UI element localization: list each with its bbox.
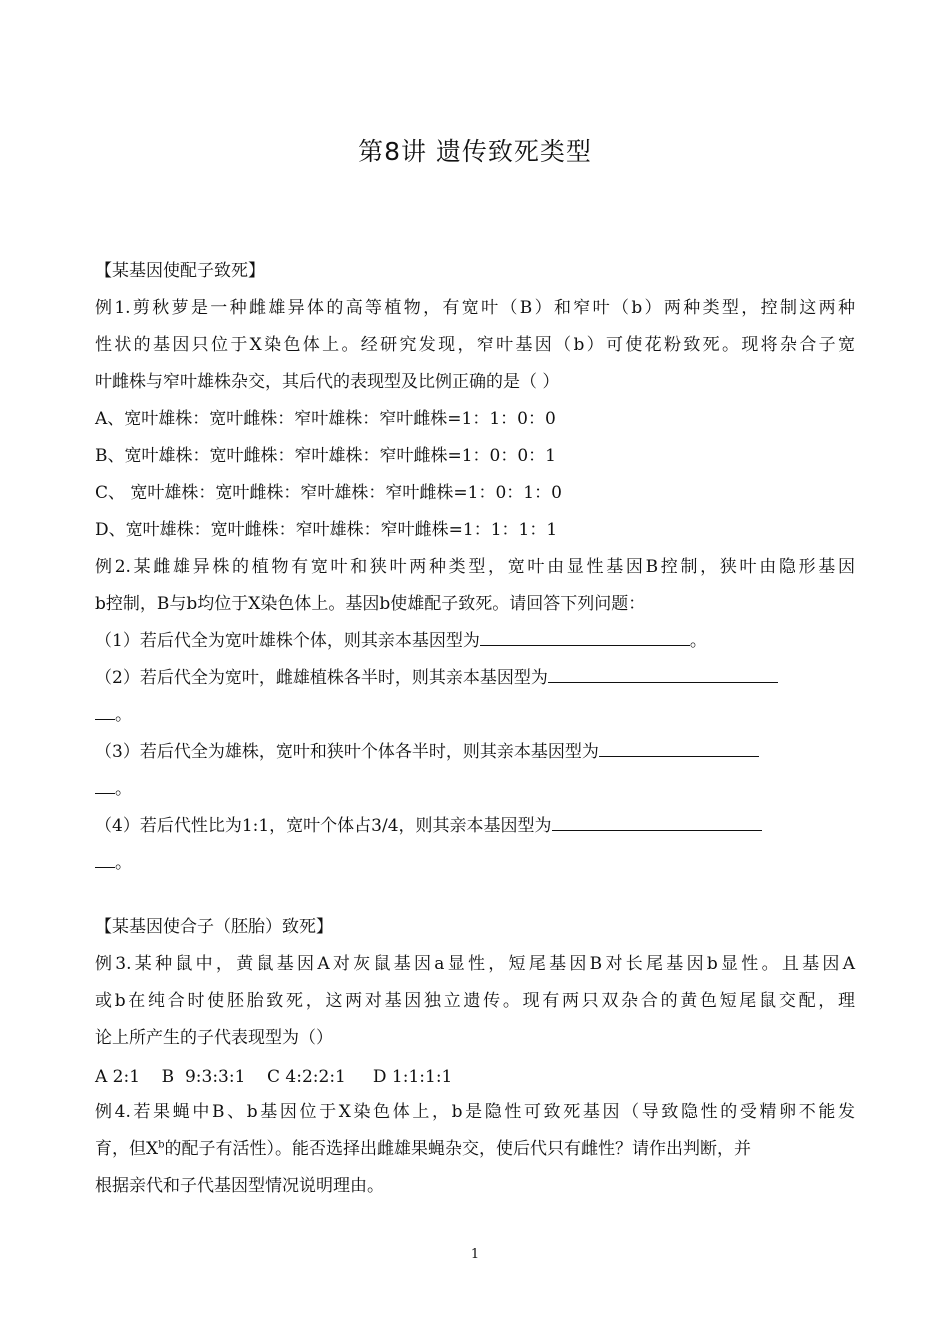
ex2-q4-answer-blank-cont[interactable] (95, 851, 115, 868)
page-number: 1 (470, 1247, 480, 1262)
ex3-line-3: 论上所产生的子代表现型为（） (95, 1028, 333, 1048)
ex2-q3-end: 。 (115, 779, 132, 799)
ex2-q2-end: 。 (115, 705, 132, 725)
ex4-line-2-start: 育，但X (95, 1139, 159, 1159)
ex2-q1-answer-blank[interactable] (480, 629, 690, 646)
ex1-line-2: 性状的基因只位于X染色体上。经研究发现，窄叶基因（b）可使花粉致死。现将杂合子宽 (95, 335, 855, 355)
ex2-line-1: 例2.某雌雄异株的植物有宽叶和狭叶两种类型，宽叶由显性基因B控制，狭叶由隐形基因 (95, 557, 855, 577)
ex2-q3-answer-blank-cont[interactable] (95, 777, 115, 794)
ex4-superscript-b: b (158, 1139, 165, 1151)
page-title: 第8讲 遗传致死类型 (358, 137, 592, 166)
ex2-question-2-cont (95, 700, 855, 730)
ex1-option-d: D、宽叶雄株：宽叶雌株：窄叶雄株：窄叶雌株=1：1：1：1 (95, 520, 558, 540)
ex4-line-1: 例4.若果蝇中B、b基因位于X染色体上，b是隐性可致死基因（导致隐性的受精卵不能发 (95, 1102, 855, 1122)
ex2-q2-text: （2）若后代全为宽叶，雌雄植株各半时，则其亲本基因型为 (95, 668, 548, 688)
ex2-line-2: b控制，B与b均位于X染色体上。基因b使雄配子致死。请回答下列问题： (95, 594, 646, 614)
section-header-zygote-lethal: 【某基因使合子（胚胎）致死】 (95, 917, 333, 937)
ex2-q4-answer-blank[interactable] (552, 814, 762, 831)
ex2-q2-answer-blank-cont[interactable] (95, 703, 115, 720)
ex2-question-4-cont (95, 848, 855, 878)
ex1-option-b: B、宽叶雄株：宽叶雌株：窄叶雄株：窄叶雌株=1：0：0：1 (95, 446, 556, 466)
ex3-line-1: 例3.某种鼠中，黄鼠基因A对灰鼠基因a显性，短尾基因B对长尾基因b显性。且基因A (95, 954, 855, 974)
ex1-option-a: A、宽叶雄株：宽叶雌株：窄叶雄株：窄叶雌株=1：1：0：0 (95, 409, 556, 429)
ex2-q2-answer-blank[interactable] (548, 666, 778, 683)
ex2-q3-text: （3）若后代全为雄株，宽叶和狭叶个体各半时，则其亲本基因型为 (95, 742, 599, 762)
ex4-line-3: 根据亲代和子代基因型情况说明理由。 (95, 1176, 384, 1196)
ex2-q4-text: （4）若后代性比为1:1，宽叶个体占3/4，则其亲本基因型为 (95, 816, 552, 836)
section-header-gamete-lethal: 【某基因使配子致死】 (95, 261, 265, 281)
ex3-line-2: 或b在纯合时使胚胎致死，这两对基因独立遗传。现有两只双杂合的黄色短尾鼠交配，理 (95, 991, 855, 1011)
ex1-option-c: C、 宽叶雄株：宽叶雌株：窄叶雄株：窄叶雌株=1：0：1：0 (95, 483, 562, 503)
ex2-question-3-cont (95, 774, 855, 804)
ex2-question-1 (95, 626, 855, 656)
ex1-line-1: 例1.剪秋萝是一种雌雄异体的高等植物，有宽叶（B）和窄叶（b）两种类型，控制这两种 (95, 298, 855, 318)
ex2-q3-answer-blank[interactable] (599, 740, 759, 757)
ex3-options: A 2:1 B 9:3:3:1 C 4:2:2:1 D 1:1:1:1 (95, 1067, 453, 1087)
ex2-q4-end: 。 (115, 853, 132, 873)
ex1-line-3: 叶雌株与窄叶雄株杂交，其后代的表现型及比例正确的是（ ） (95, 372, 560, 392)
ex2-q1-end: 。 (689, 631, 707, 651)
ex2-question-3 (95, 737, 855, 767)
ex4-line-2 (95, 1134, 855, 1164)
ex2-question-4 (95, 811, 855, 841)
ex4-line-2-end: 的配子有活性）。能否选择出雌雄果蝇杂交，使后代只有雌性？请作出判断，并 (164, 1139, 752, 1159)
ex2-q1-text: （1）若后代全为宽叶雄株个体，则其亲本基因型为 (95, 631, 480, 651)
ex2-question-2 (95, 663, 855, 693)
